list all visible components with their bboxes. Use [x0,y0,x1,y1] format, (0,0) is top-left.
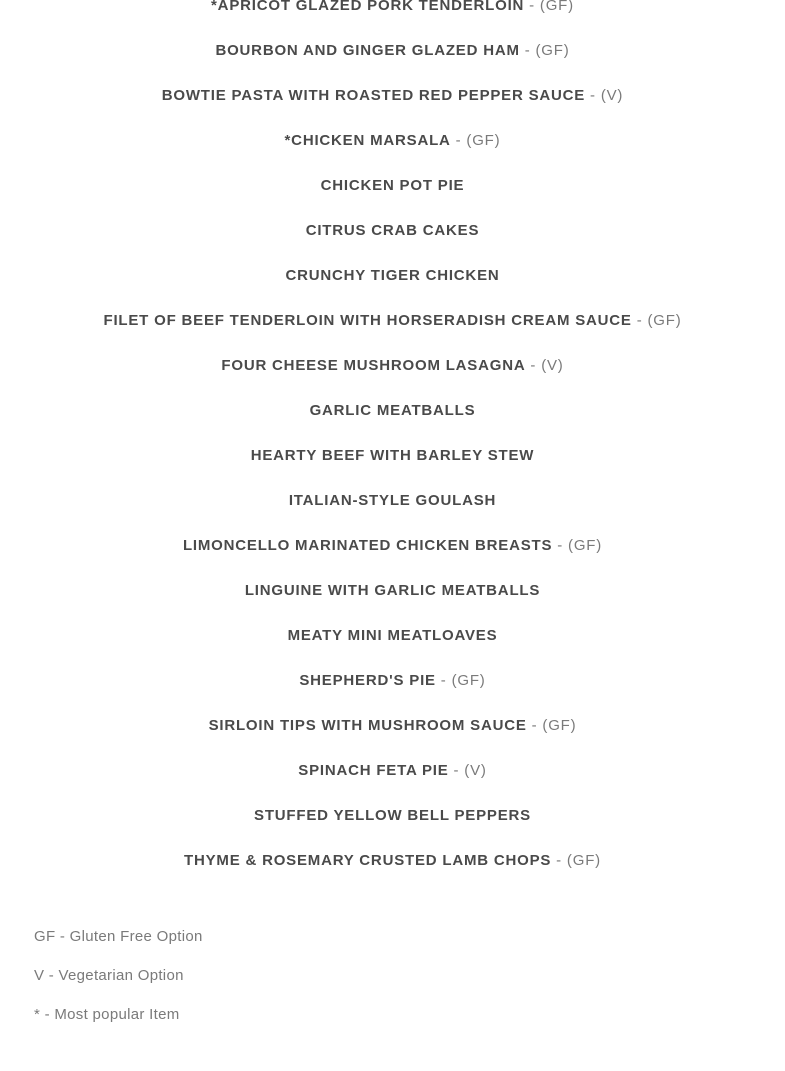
menu-item [0,172,785,217]
menu-item [0,82,785,127]
dish-name: *CHICKEN MARSALA [284,132,451,149]
dish-name: MEATY MINI MEATLOAVES [287,627,498,644]
menu-item [0,397,785,442]
dish-name: BOURBON AND GINGER GLAZED HAM [215,42,520,59]
legend [34,925,203,1042]
dietary-tag: - (GF) [526,717,577,734]
menu-item [0,217,785,262]
menu-item [0,442,785,487]
dish-name: CITRUS CRAB CAKES [305,222,480,239]
menu-item [0,712,785,757]
dietary-tag: - (GF) [435,672,486,689]
dietary-tag: - (GF) [552,537,603,554]
dietary-tag: - (V) [585,87,624,104]
menu-item [0,757,785,802]
dietary-tag: - (V) [448,762,487,779]
dish-name: CRUNCHY TIGER CHICKEN [285,267,500,284]
dish-name: *APRICOT GLAZED PORK TENDERLOIN [211,0,525,14]
menu-item [0,262,785,307]
dietary-tag: - (GF) [519,42,570,59]
dish-name: FILET OF BEEF TENDERLOIN WITH HORSERADISH CREAM SAUCE [103,312,632,329]
legend-item-vegetarian: V - Vegetarian Option [34,967,184,984]
legend-item-most-popular: * - Most popular Item [34,1006,180,1023]
dish-name: FOUR CHEESE MUSHROOM LASAGNA [221,357,526,374]
dish-name: BOWTIE PASTA WITH ROASTED RED PEPPER SAUCE [161,87,586,104]
dish-name: CHICKEN POT PIE [320,177,465,194]
menu-item [0,37,785,82]
menu-item [0,577,785,622]
dish-name: SIRLOIN TIPS WITH MUSHROOM SAUCE [208,717,527,734]
menu-item [0,487,785,532]
dish-name: GARLIC MEATBALLS [309,402,476,419]
menu-item [0,622,785,667]
menu-item [0,847,785,892]
menu-item [0,0,785,37]
dish-name: ITALIAN-STYLE GOULASH [288,492,497,509]
dish-name: HEARTY BEEF WITH BARLEY STEW [250,447,535,464]
menu-item [0,352,785,397]
menu-item [0,667,785,712]
dietary-tag: - (GF) [631,312,682,329]
dish-name: SPINACH FETA PIE [298,762,449,779]
menu-item [0,532,785,577]
dish-name: LIMONCELLO MARINATED CHICKEN BREASTS [182,537,553,554]
dietary-tag: - (GF) [524,0,574,14]
dietary-tag: - (GF) [551,852,601,869]
menu-item [0,127,785,172]
dish-name: LINGUINE WITH GARLIC MEATBALLS [244,582,541,599]
menu-item [0,307,785,352]
dietary-tag: - (V) [525,357,564,374]
dish-name: SHEPHERD'S PIE [299,672,436,689]
dish-name: STUFFED YELLOW BELL PEPPERS [254,807,531,824]
legend-item-gluten-free: GF - Gluten Free Option [34,928,203,945]
dietary-tag: - (GF) [450,132,501,149]
dish-name: THYME & ROSEMARY CRUSTED LAMB CHOPS [184,852,552,869]
menu-item [0,802,785,847]
